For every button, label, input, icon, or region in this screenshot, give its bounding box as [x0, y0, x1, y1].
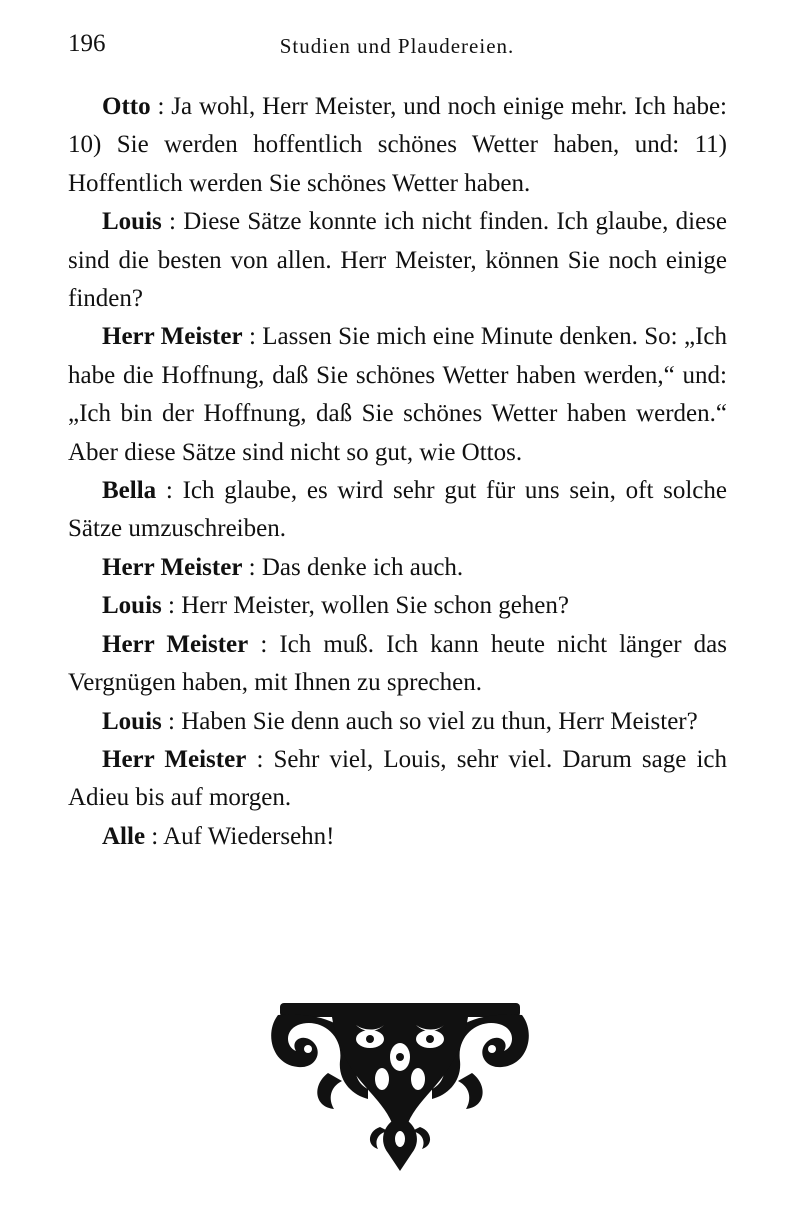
speaker-separator: :	[242, 553, 262, 581]
speaker-separator: :	[242, 323, 263, 351]
dialogue-text: Herr Meister, wollen Sie schon gehen?	[181, 592, 569, 620]
speaker-separator: :	[161, 592, 182, 620]
speaker-name: Louis	[102, 707, 162, 735]
speaker-separator: :	[150, 93, 172, 120]
floral-ornament-icon	[268, 1003, 532, 1171]
speaker-name: Louis	[102, 592, 162, 620]
speaker-name: Bella	[102, 477, 157, 505]
dialogue-text: Lassen Sie mich eine Minute denken. So: „Ich habe die Hoffnung, daß Sie schönes Wetter haben werden,“ und: „Ich bin der Hoffnung, daß Sie schönes Wetter haben werden.“ Aber diese Sätze sind nicht so gut, wie Ottos.	[68, 323, 727, 466]
dialogue-line	[68, 318, 727, 472]
speaker-name: Alle	[102, 822, 146, 850]
dialogue-text: Ja wohl, Herr Meister, und noch einige mehr. Ich habe: 10) Sie werden hoffentlich schönes Wetter haben, und: 11) Hoffentlich werden Sie schönes Wetter haben.	[68, 93, 727, 197]
dialogue-text: Diese Sätze konnte ich nicht finden. Ich glaube, diese sind die besten von allen. Herr Meister, können Sie noch einige finden?	[68, 208, 727, 313]
dialogue-line	[68, 741, 727, 818]
speaker-separator: :	[161, 707, 182, 735]
ornament-left-leaf	[317, 1073, 342, 1109]
dialogue-line	[68, 626, 727, 703]
ornament-right-leaf	[458, 1073, 483, 1109]
dialogue-line	[68, 587, 727, 625]
speaker-name: Louis	[102, 208, 162, 236]
speaker-separator: :	[161, 208, 184, 236]
speaker-name: Herr Meister	[102, 323, 243, 351]
speaker-name: Herr Meister	[102, 630, 249, 658]
dialogue-line	[68, 88, 727, 203]
dialogue-text: Ich muß. Ich kann heute nicht länger das Vergnügen haben, mit Ihnen zu sprechen.	[68, 630, 727, 697]
page-number: 196	[68, 30, 106, 57]
dialogue-text: Auf Wiedersehn!	[163, 822, 335, 850]
speaker-separator: :	[248, 630, 280, 658]
speaker-name: Herr Meister	[102, 745, 247, 773]
speaker-name: Otto	[102, 93, 151, 120]
dialogue-line	[68, 472, 727, 549]
dialogue-text: Haben Sie denn auch so viel zu thun, Herr Meister?	[181, 707, 698, 735]
speaker-name: Herr Meister	[102, 553, 243, 581]
dialogue-line	[68, 549, 727, 587]
dialogue-text: Das denke ich auch.	[261, 553, 464, 581]
dialogue-text: Ich glaube, es wird sehr gut für uns sein, oft solche Sätze umzuschreiben.	[68, 477, 727, 543]
dialogue-body	[68, 88, 727, 856]
speaker-separator: :	[246, 745, 274, 773]
ornament-top-band	[280, 1003, 520, 1017]
dialogue-line	[68, 203, 727, 318]
dialogue-line	[68, 818, 727, 856]
dialogue-text: Sehr viel, Louis, sehr viel. Darum sage ich Adieu bis auf morgen.	[68, 745, 727, 812]
running-head: Studien und Plaudereien.	[279, 34, 515, 58]
page-header	[68, 30, 726, 64]
dialogue-line	[68, 703, 727, 741]
speaker-separator: :	[156, 477, 183, 505]
speaker-separator: :	[145, 822, 164, 850]
